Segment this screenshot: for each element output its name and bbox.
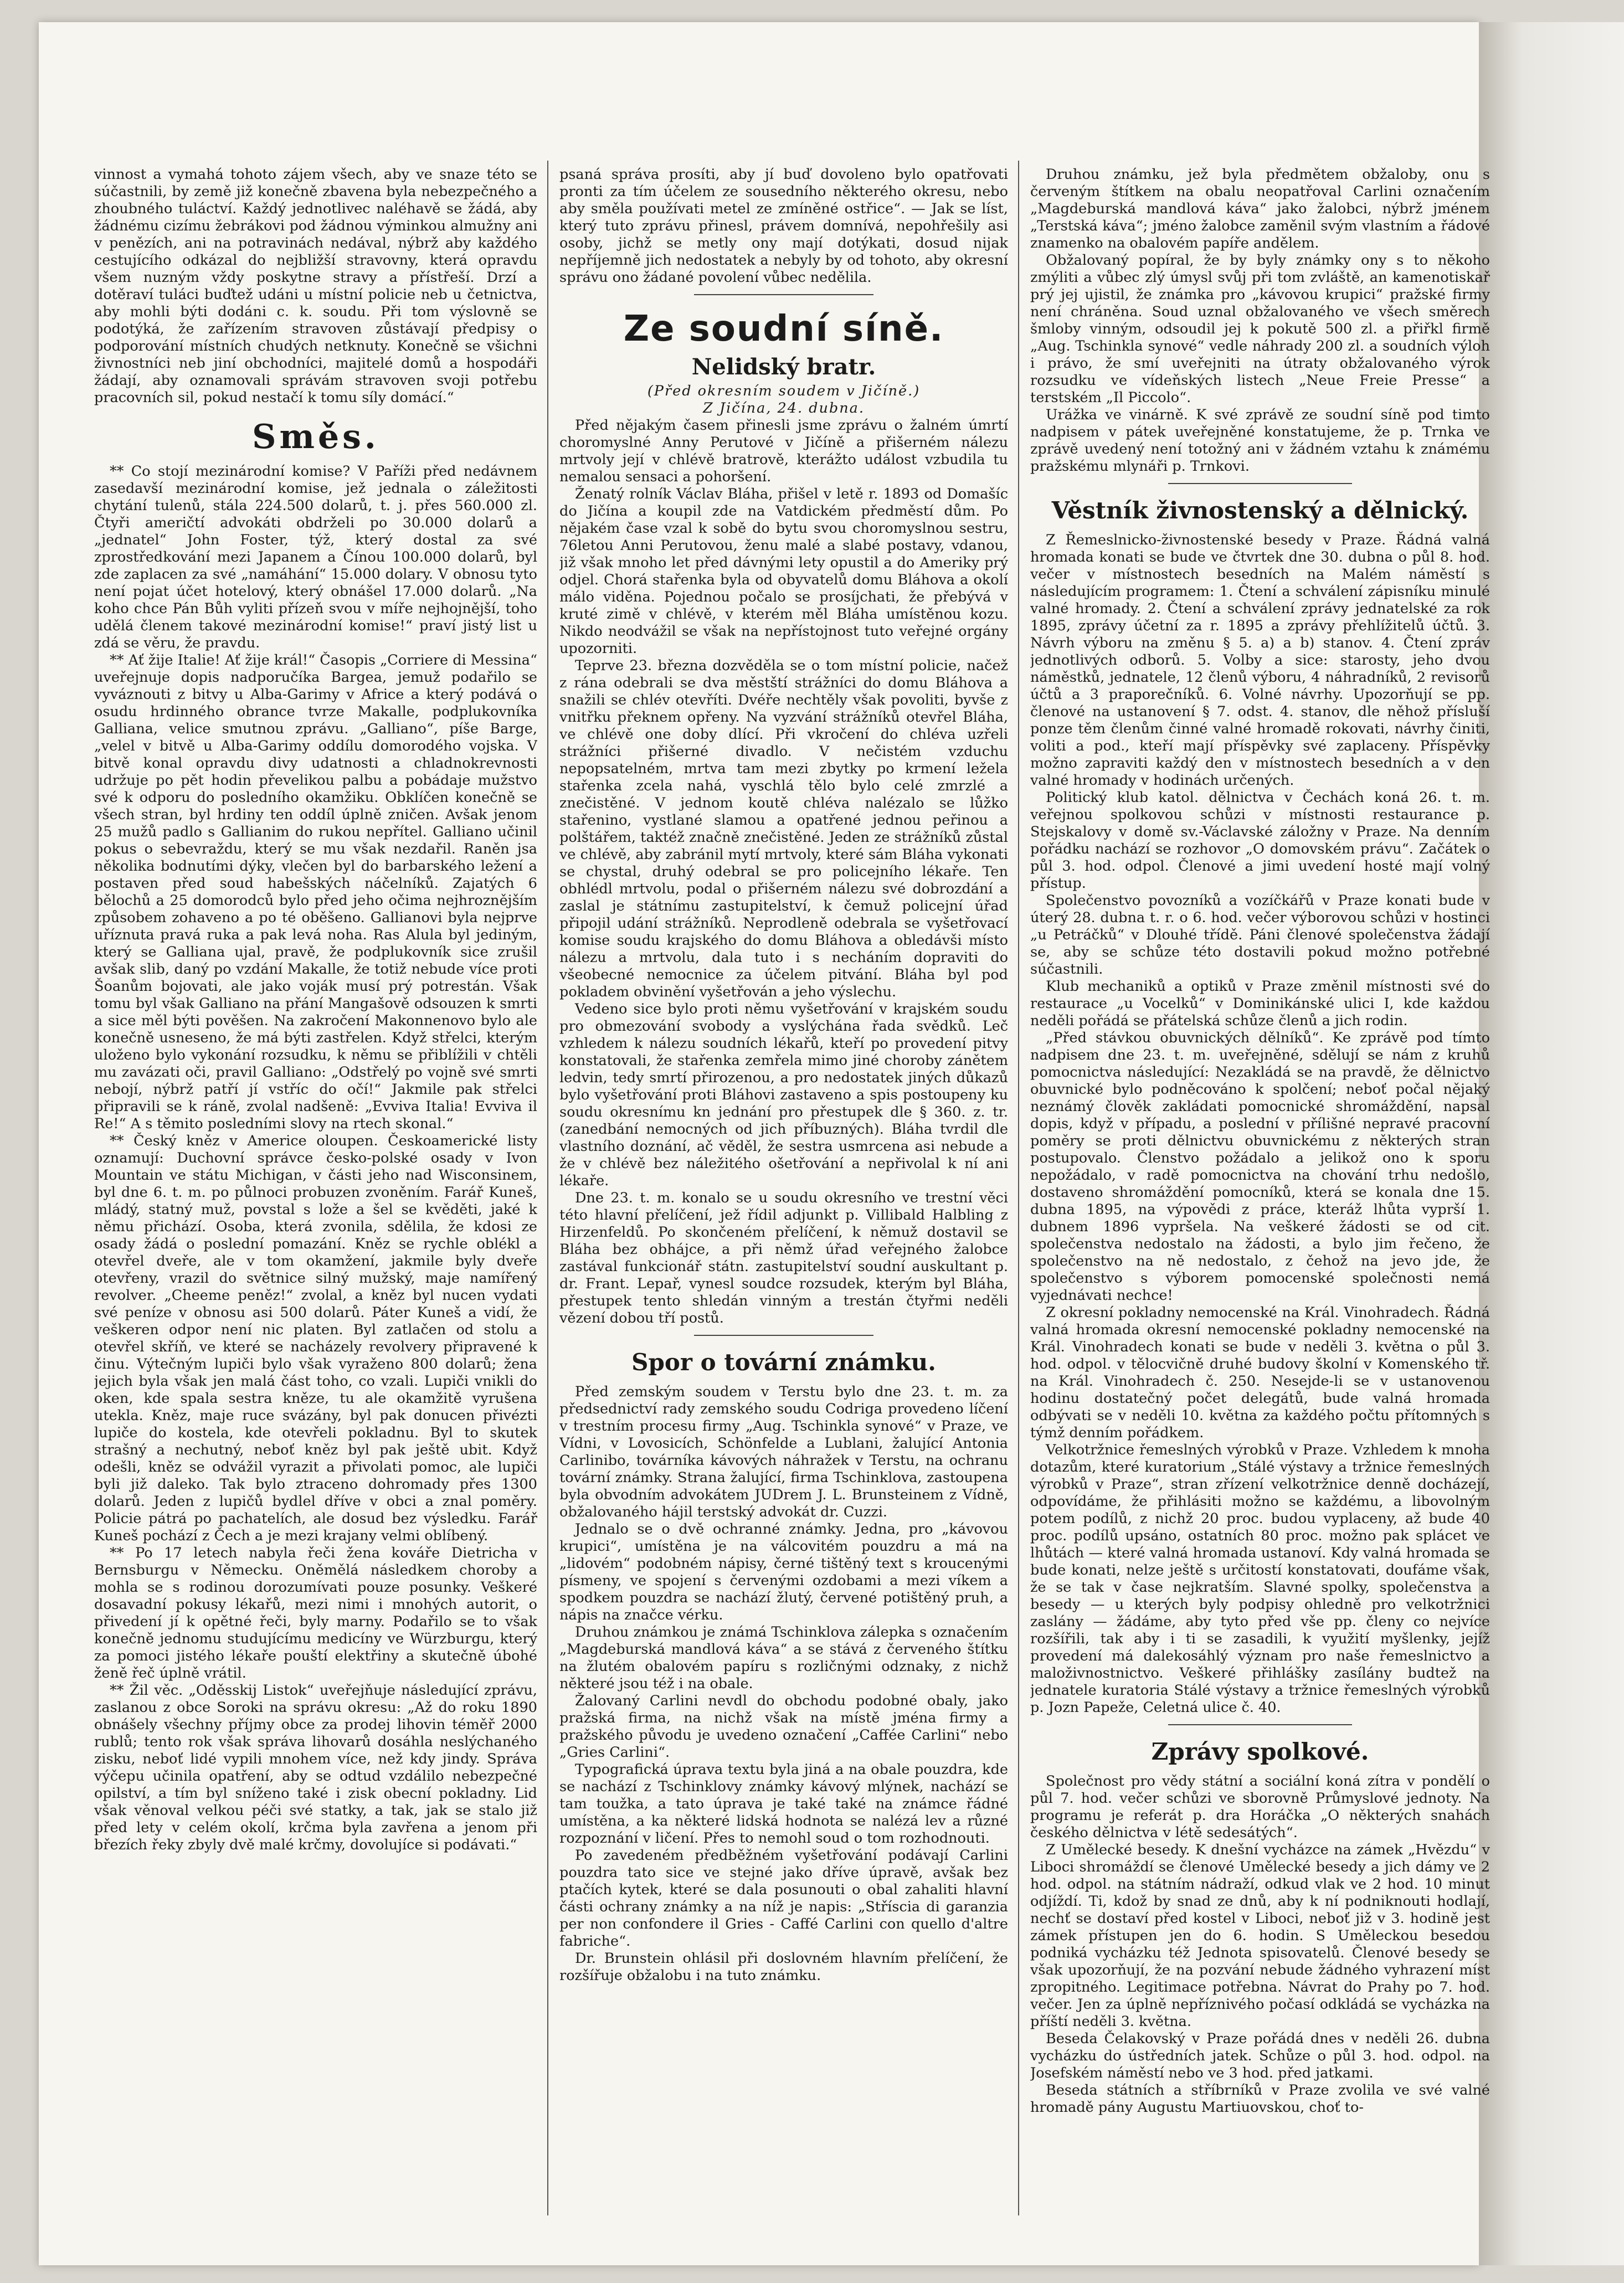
notice-text: Z okresní pokladny nemocenské na Král. Vinohradech. Řádná valná hromada okresní nemocenské pokladny nemocenské na Král. Vinohradech konati se bude v neděli 3. května o půl 3. hod. odpol. v tělocvičně druhé budovy školní v Komenského tř. na Král. Vinohradech č. 250. Nesejde-li se v ustanovenou hodinu dostatečný počet delegátů, bude valná hromada odbývati se v neděli 10. května za každého počtu přítomných s týmž denním pořádkem. — [1030, 1304, 1490, 1441]
column-middle — [559, 166, 1008, 2215]
separator — [1168, 1724, 1352, 1725]
section-heading-soud: Ze soudní síně. — [623, 308, 944, 349]
article-text: Ženatý rolník Václav Bláha, přišel v letě r. 1893 od Domašíc do Jičína a koupil zde na Vatdickém předměstí dům. Po nějakém čase vzal k sobě do bytu svou choromyslnou sestru, 76letou Anni Perutovou, ženu malé a slabé postavy, vdanou, již však mnoho let před dávnými lety opustil a do Ameriky prý odjel. Chorá stařenka byla od obyvatelů domu Bláhova a okolí málo viděna. Pojednou počalo se prosíjchati, že přebývá v kruté zimě v chlévě, v kterém měl Bláha umístěnou kozu. Nikdo neodvážil se však na nepřístojnost tuto veřejné orgány upozorniti. — [559, 486, 1008, 657]
article-text: Druhou známku, jež byla předmětem obžaloby, onu s červeným štítkem na obalu neopatřoval Carlini označením „Magdeburská mandlová káva“ jako žalobci, nýbrž jménem „Terstská káva“; jméno žalobce zaměnil svým vlastním a řádové znamenko na obalovém papíře andělem. — [1030, 166, 1490, 251]
section-heading-zpravy: Zprávy spolkové. — [1151, 1738, 1369, 1765]
article-knez: ** Český kněz v Americe oloupen. Českoamerické listy oznamují: Duchovní správce česko-polské osady v Ivon Mountain ve státu Michigan, v části jeho nad Wisconsinem, byl dne 6. t. m. po půlnoci probuzen zvoněním. Farář Kuneš, mládý, statný muž, povstal s lože a šel se kvěděti, jaké k němu přichází. Osoba, která zvonila, sdělila, že kdosi ze osady žádá o poslední pomazání. Kněz se rychle oblékl a otevřel dveře, ale v tom okamžení, jakmile byly dveře otevřeny, vrazil do světnice silný mužský, maje namířený revolver. „Cheeme peněz!“ zvolal, a kněz byl nucen vydati své peníze v obnosu asi 500 dolarů. Páter Kuneš a vidí, že veškeren odpor není nic platen. Byl zatlačen od stolu a otevřel skříň, ve které se nacházely revolvery připravené k činu. Výtečným lupiči bylo však vyraženo 800 dolarů; žena jejich byla však jen malá část toho, co vzali. Lupiči vnikli do oken, kde spala sestra kněze, tu ale okamžitě vyrušena utekla. Kněz, maje ruce svázány, byl pak donucen přivézti lupiče do kostela, kde otevřeli pokladnu. Byl to skutek strašný a nechutný, neboť kněz byl pak ještě ubit. Když odešli, kněz se odvážil vyrazit a přivolati pomoc, ale lupiči byli již daleko. Tak bylo ztraceno dohromady přes 1300 dolarů. Jeden z lupičů bydlel dříve v obci a znal poměry. Policie pátrá po pachatelích, ale dosud bez výsledku. Farář Kuneš pochází z Čech a je mezi krajany velmi oblíbený. — [94, 1133, 537, 1544]
article-subtitle: (Před okresním soudem v Jičíně.) — [647, 383, 921, 399]
article-text: Před zemským soudem v Terstu bylo dne 23. t. m. za předsednictví rady zemského soudu Codriga provedeno líčení v trestním procesu firmy „Aug. Tschinkla synové“ v Praze, ve Vídni, v Lovosicích, Schönfelde a Lublani, žalující Antonia Carlinibo, továrníka kávových náhražek v Terstu, na ochranu tovární známky. Strana žalující, firma Tschinklova, zastoupena byla obvodním advokátem JUDrem J. L. Brunsteinem z Vídně, obžalovaného hájil terstský advokát dr. Cuzzi. — [559, 1384, 1008, 1520]
article-text: Vedeno sice bylo proti němu vyšetřování v krajském soudu pro obmezování svobody a vyslýchána řada svědků. Leč vzhledem k nálezu soudních lékařů, kteří po provedení pitvy konstatovali, že stařenka zemřela mimo jiné choroby zánětem ledvin, tedy smrtí přirozenou, a pro nedostatek jiných důkazů bylo vyšetřování proti Bláhovi zastaveno a spis postoupeny ku soudu okresnímu kn jednání pro přestupek dle § 360. z. tr. (zanedbání nemocných od jich příbuzných). Bláha tvrdil dle vlastního doznání, ač věděl, že sestra usmrcena asi nebude a že v chlévě bez náležitého ošetřování a nepřivolal k ní ani lékaře. — [559, 1001, 1008, 1189]
notice-text: Společnost pro vědy státní a sociální koná zítra v pondělí o půl 7. hod. večer schůzi ve sborovně Průmyslové jednoty. Na programu je referát p. dra Horáčka „O některých snahách českého dělnictva v létě sedesátých“. — [1030, 1773, 1490, 1841]
section-heading-vestnik: Věstník živnostenský a dělnický. — [1051, 497, 1469, 524]
column-left — [94, 166, 537, 2215]
article-rec: ** Po 17 letech nabyla řeči žena kováře Dietricha v Bernsburgu v Německu. Oněmělá následkem choroby a mohla se s rodinou dorozumívati pouze posunky. Veškeré dosavadní pokusy lékařů, mezi nimi i mnohých autorit, o přivedení jí k opětné řeči, byly marny. Podařilo se to však konečně jednomu studujícímu medicíny ve Würzburgu, který za pomoci jistého lékaře pouští elektřiny a skutečně úbohé ženě řeč úplně vrátil. — [94, 1545, 537, 1682]
notice-text: Z Umělecké besedy. K dnešní vycházce na zámek „Hvězdu“ v Liboci shromáždí se členové Umělecké besedy a jich dámy ve 2 hod. odpol. na státním nádraží, odkud vlak ve 2 hod. 10 minut odjíždí. Ti, kdož by snad ze dnů, aby k ní podniknouti hodlají, nechť se dostaví před kostel v Liboci, neboť již v 3. hodině jest zámek přístupen jen do 6. hodin. S Uměleckou besedou podniká vycházku též Jednota spisovatelů. Členové besedy se však upozorňují, že na pozvání nebude žádného vyhrazení míst zpropitného. Legitimace potřebna. Návrat do Prahy po 7. hod. večer. Jen za úplně nepříznivého počasí odkládá se vycházka na příští neděli 3. května. — [1030, 1842, 1490, 2030]
notice-text: Beseda státních a stříbrníků v Praze zvolila ve své valné hromadě pány Augustu Martiuovskou, choť to- — [1030, 2082, 1490, 2116]
notice-text: Z Řemeslnicko-živnostenské besedy v Praze. Řádná valná hromada konati se bude ve čtvrtek dne 30. dubna o půl 8. hod. večer v místnostech besedních na Malém náměstí s následujícím programem: 1. Čtení a schválení zápisníku minulé valné hromady. 2. Čtení a schválení zprávy jednatelské za rok 1895, zprávy účetní za r. 1895 a zprávy přehlížitelů účtů. 3. Návrh výboru na změnu § 5. a) a b) stanov. 4. Čtení zpráv jednotlivých odborů. 5. Volby a sice: starosty, jeho dvou náměstků, jednatele, 12 členů výboru, 4 náhradníků, 2 revisorů účtů a 3 praporečníků. 6. Volné návrhy. Upozorňují se pp. členové na ustanovení § 7. odst. 4. stanov, dle něhož přísluší ponze těm členům činné valné hromadě rokovati, návrhy činiti, voliti a pod., kteří mají příspěvky své zaplaceny. Příspěvky možno zapraviti každý den v místnostech besedních a v den valné hromady v hodinách určených. — [1030, 532, 1490, 789]
column-right — [1030, 166, 1490, 2215]
article-text: psaná správa prosíti, aby jí buď dovoleno bylo opatřovati pronti za tím účelem ze sousedního některého okresu, nebo aby směla používati metel ze zmíněné ostřice“. — Jak se líst, který tuto zprávu přinesl, právem domnívá, nepohřešily asi osoby, jichž se metly ony mají dotýkati, dosud nijak nepříjemně jich nedostatek a nebyly by od tohoto, aby okresní správu ono žádané povolení vůbec nedělila. — [559, 166, 1008, 286]
article-title-spor: Spor o tovární známku. — [631, 1349, 936, 1376]
article-text: Dne 23. t. m. konalo se u soudu okresního ve trestní věci této hlavní přelíčení, jež řídil adjunkt p. Villibald Halbling z Hirzenfeldů. Po skončeném přelíčení, k němuž dostavil se Bláha bez obhájce, a při němž úřad veřejného žalobce zastával funkcionář státn. zastupitelství soudní auskultant p. dr. Frant. Lepař, vynesl soudce rozsudek, kterým byl Bláha, přestupek tento shledán vinným a trestán čtyřmi neděli vězení dobou tří postů. — [559, 1190, 1008, 1326]
article-italie: ** Ať žije Italie! Ať žije král!“ Časopis „Corriere di Messina“ uveřejnuje dopis nadporučíka Bargea, jemuž podařilo se vyváznouti z bitvy u Alba-Garimy v Africe a který podává o osudu hrdinného obrance tvrze Makalle, podplukovníka Galliana, velice smutnou zprávu. „Galliano“, píše Barge, „velel v bitvě u Alba-Garimy oddílu domorodého vojska. V bitvě konal opravdu divy udatnosti a chladnokrevnosti udržuje po pět hodin převelikou palbu a pobádaje mužstvo své k odporu do posledního okamžiku. Obklíčen konečně se všech stran, byl hrdiny ten oddíl úplně zničen. Avšak jenom 25 mužů padlo s Gallianim do rukou nepřítel. Galliano učinil pokus o sebevraždu, který se mu však nezdařil. Raněn jsa několika bodnutími dýky, vlečen byl do barbarského ležení a postaven před soud habešských náčelníků. Zajatých 6 bělochů a 25 domorodců bylo před jeho očima nejhroznějším způsobem zohaveno a po té oběšeno. Gallianovi byla nejprve uříznuta pravá ruka a pak levá noha. Ras Alula byl jediným, který se Galliana ujal, pravě, že podplukovník sice zrušil avšak slib, daný po vzdání Makalle, že totiž nebude více proti Šoanům bojovati, ale jako voják musí prý potrestán. Však tomu byl však Galliano na přání Mangašově odsouzen k smrti a sice měl býti pověšen. Na zakročení Makonnenovo bylo ale konečně usneseno, že má býti zastřelen. Když střelci, kterým uloženo bylo vykonání rozsudku, k němu se přiblížili v chtěli mu zavázati oči, pravil Galliano: „Odstřelý po vojně své smrti nebojí, nýbrž patří jí vstříc do očí!“ Jakmile pak střelci připravili se k ráně, zvolal nadšeně: „Evviva Italia! Evviva il Re!“ A s těmito posledními slovy na rtech skonal.“ — [94, 652, 537, 1132]
notice-text: Politický klub katol. dělnictva v Čechách koná 26. t. m. veřejnou spolkovou schůzi v místnosti restaurance p. Stejskalovy v domě sv.-Václavské záložny v Praze. Na denním pořádku nachází se rozhovor „O domovském právu“. Začátek o půl 3. hod. odpol. Členové a jimi uvedení hosté mají volný přístup. — [1030, 789, 1490, 892]
article-listok: ** Žil věc. „Oděsskij Listok“ uveřejňuje následující zprávu, zaslanou z obce Soroki na správu okresu: „Až do roku 1890 obnášely všechny příjmy obce za prodej lihovin téměř 2000 rublů; tento rok však správa lihovarů dosáhla neslýchaného zisku, neboť lidé vypili mnohem více, než kdy jindy. Správa výčepu učinila opatření, aby se odtud vzdálilo nebezpečné opilství, a tím byl sníženo také i zisk obecní pokladny. Lid však věnoval velkou péči své statky, a tak, jak se stalo již před lety v celém okolí, krčma byla zavřena a jenom při březích řeky zbyly dvě malé krčmy, dovolujíce si podávati.“ — [94, 1682, 537, 1853]
separator — [1168, 483, 1352, 484]
separator — [694, 1335, 873, 1336]
section-heading-smes: Směs. — [252, 418, 379, 456]
article-title-nelidsky: Nelidský bratr. — [691, 354, 876, 380]
article-text: Typografická úprava textu byla jiná a na obale pouzdra, kde se nachází z Tschinklovy známky kávový mlýnek, nachází se tam toužka, a tato úprava je také také na známce řádné umístěna, a ka některé lidská hodnota se nalézá lev a různé rozpoznání v ličení. Přes to nemohl soud o tom rozhodnouti. — [559, 1761, 1008, 1847]
article-text: Žalovaný Carlini nevdl do obchodu podobné obaly, jako pražská firma, na nichž však na místě jména firmy a pražského původu je uvedeno označení „Caffée Carlini“ nebo „Gries Carlini“. — [559, 1693, 1008, 1761]
notice-text: Velkotržnice řemeslných výrobků v Praze. Vzhledem k mnoha dotazům, které kuratorium „Stálé výstavy a tržnice řemeslných výrobků v Praze“, stran zřízení velkotržnice denně docházejí, odpovídáme, že přihlásiti možno se každému, a libovolným potem podílů, z nichž 20 proc. budou vyplaceny, až bude 40 proc. podílů upsáno, ostatních 80 proc. možno pak splácet ve lhůtách — které valná hromada ustanoví. Kdy valná hromada se bude konati, nelze ještě s určitostí konstatovati, doufáme však, že se tak v čase nejkratším. Slavné spolky, společenstva a besedy — u kterých byly podpisy ohledně pro velkotržnici zaslány — žádáme, aby tyto před vše pp. členy co nejvíce rozšířili, tak aby i ti se zasadili, k využití myšlenky, jejíž provedení má dalekosáhlý význam pro naše řemeslnictvo a maloživnostnictvo. Veškeré přihlášky zasílány budtež na jednatele kuratoria Stálé výstavy a tržnice řemeslných výrobků p. Jozn Papeže, Celetná ulice č. 40. — [1030, 1442, 1490, 1716]
notice-text: „Před stávkou obuvnických dělníků“. Ke zprávě pod tímto nadpisem dne 23. t. m. uveřejněné, sdělují se nám z kruhů pomocnictva následující: Nezakládá se na pravdě, že dělnictvo obuvnické bylo podněcováno k spolčení; neboť počal nějaký neznámý člověk zakládati pomocnické shromáždění, napsal dopis, když v případu, a poslední v přílišné nepravé pracovní poměry se proti dělnictvu obuvnickému z některých stran postupovalo. Členstvo požádalo a jelikož ono k sporu nepožádalo, v radě pomocnictva na chování trhu nedošlo, dostaveno shromáždění pomocníků, která se konala dne 15. dubna 1895, na výpovědi z práce, kteráž lhůta vyprší 1. dubnem 1896 vypršela. Na veškeré žádosti se od cit. společenstva nedostalo na žádosti, a bylo jim řečeno, že společenstvo na ně nedostalo, z čehož na jevo jde, že společenstvo s výborem pomocenské společnosti nemá vyjednávati nechce! — [1030, 1030, 1490, 1304]
separator — [694, 294, 873, 295]
page-edge — [1479, 22, 1624, 2265]
article-text: Dr. Brunstein ohlásil při doslovném hlavním přelíčení, že rozšířuje obžalobu i na tuto známku. — [559, 1950, 1008, 1984]
article-urazka: Urážka ve vinárně. K své zprávě ze soudní síně pod timto nadpisem v pátek uveřejněné konstatujeme, že p. Trnka ve zprávě uvedený není totožný ani v žádném vztahu k známému pražskému mlynáři p. Trnkovi. — [1030, 407, 1490, 475]
column-rule — [1018, 161, 1019, 2215]
notice-text: Beseda Čelakovský v Praze pořádá dnes v neděli 26. dubna vycházku do ústředních jatek. Schůze o půl 3. hod. odpol. na Josefském náměstí nebo ve 3 hod. před jatkami. — [1030, 2030, 1490, 2081]
notice-text: Klub mechaniků a optiků v Praze změnil místnosti své do restaurace „u Vocelků“ v Dominikánské ulici I, kde každou neděli pořádá se přátelská schůze členů a jich rodin. — [1030, 978, 1490, 1029]
article-text: Po zavedeném předběžném vyšetřování podávají Carlini pouzdra tato sice ve stejné jako dříve úpravě, avšak bez ptačích kytek, které se dala posunouti o obal zahaliti hlavní části ochrany známky a na níž je napis: „Stříscia di garanzia per non confondere il Gries - Caffé Carlini con quello d'altre fabriche“. — [559, 1847, 1008, 1950]
article-text: Teprve 23. března dozvěděla se o tom místní policie, načež z rána odebrali se dva městští strážníci do domu Bláhova a snažili se chlév otevříti. Dvéře nechtěly však povoliti, byvše z vnitřku překnem opřeny. Na vyzvání strážníků otevřel Bláha, ve chlévě one doby dlící. Při vkročení do chléva uzřeli strážníci přišerné divadlo. V nečistém vzduchu nepopsatelném, mrtva tam mezi zbytky po krmení ležela stařenka zcela nahá, vyschlá tělo bylo celé zmrzlé a znečistěné. V jednom koutě chléva nalézalo se lůžko stařenino, vystlané slamou a opatřené jednou peřinou a polštářem, taktéž značně znečistěné. Jeden ze strážníků zůstal ve chlévě, aby zabránil mytí mrtvoly, které sám Bláha vykonati se chystal, druhý odebral se pro policejního lékaře. Ten obhlédl mrtvolu, podal o přišerném nálezu své dobrozdání a zaslal je státnímu zastupitelství, k čemuž policejní úřad připojil udání strážníků. Neprodleně odebrala se vyšetřovací komise soudu krajského do domu Bláhova a obledávši místo nálezu a mrtvolu, dala tuto i s necháním dopraviti do všeobecné nemocnice za účelem pitvání. Bláha byl pod pokladem obvinění vyšetřován a jeho výslechu. — [559, 657, 1008, 1000]
column-rule — [547, 161, 548, 2215]
notice-text: Společenstvo povozníků a vozíčkářů v Praze konati bude v úterý 28. dubna t. r. o 6. hod. večer výborovou schůzi v hostinci „u Petráčků“ v Dlouhé třídě. Páni členové společenstva žádají se, aby se schůze této dostavili pokud možno potřebné súčastnili. — [1030, 892, 1490, 978]
article-text: Jednalo se o dvě ochranné známky. Jedna, pro „kávovou krupici“, umístěna je na válcovitém pouzdru a má na „lidovém“ podobném nápisy, černé tištěný text s kroucenými písmeny, ve spojení s červenými ozdobami a mezi víkem a spodkem pouzdra se nachází žlutý, červené potištěný pruh, a nápis na značce vérku. — [559, 1521, 1008, 1623]
article-text: vinnost a vymahá tohoto zájem všech, aby ve snaze této se súčastnili, by země již konečně zbavena byla nebezpečného a zhoubného tuláctví. Každý jednotlivec naléhavě se žádá, aby žádnému cizímu žebrákovi pod žádnou výminkou almužny ani v penězích, ani na potravinách nedával, nýbrž aby každého cestujícího odkázal do nejbližší stravovny, která opravdu všem nuzným vždy poskytne stravy a přístřeší. Drzí a dotěraví tuláci buďtež udáni u místní policie neb u četnictva, aby mohli býti dodáni c. k. soudu. Při tom výslovně se podotýká, že zařízením stravoven zůstávají předpisy o podporování místních chudých netknuty. Konečně se všichni živnostníci neb jiní obchodníci, majitelé domů a hospodáři žádají, aby oznamovali správám stravoven svoji potřebu pracovních sil, pokud nestačí k tomu síly domácí.“ — [94, 166, 537, 406]
dateline: Z Jičína, 24. dubna. — [703, 400, 865, 417]
article-text: Před nějakým časem přinesli jsme zprávu o žalném úmrtí choromyslné Anny Perutové v Jičíně a přišerném nálezu mrtvoly její v chlévě bratrově, kterážto událost vzbudila tu nemalou sensaci a pohoršení. — [559, 417, 1008, 485]
article-text: Obžalovaný popíral, že by byly známky ony s to někoho zmýliti a vůbec zlý úmysl svůj při tom zvláště, an kamenotiskař prý jej ujistil, že známka pro „kávovou krupici“ pražské firmy není chráněna. Soud uznal obžalovaného ve všech směrech šmloby vinným, odsoudil jej k pokutě 500 zl. a přiřkl firmě „Aug. Tschinkla synové“ vedle náhrady 200 zl. a soudních výloh i právo, že smí uveřejniti na útraty obžalovaného výrok rozsudku ve vídeňských listech „Neue Freie Presse“ a terstském „Il Piccolo“. — [1030, 252, 1490, 406]
article-text: Druhou známkou je známá Tschinklova zálepka s označením „Magdeburská mandlová káva“ a se stává z červeného štítku na žlutém obalovém papíru s rozličnými odznaky, z nichž některé jsou též i na obale. — [559, 1624, 1008, 1692]
article-komise: ** Co stojí mezinárodní komise? V Paříži před nedávnem zasedavší mezinárodní komise, jež jednala o záležitosti chytání tulenů, stála 224.500 dolarů, t. j. přes 560.000 zl. Čtyři američtí advokáti obdrželi po 30.000 dolarů a „jednatel“ John Foster, týž, který dostal za své zprostředkování mezi Japanem a Čínou 100.000 dolarů, byl zde zaplacen za své „namáhání“ 15.000 dolary. V obnosu tyto není pojat účet hotelový, který obnášel 17.000 dolarů. „Na koho chce Pán Bůh vyliti přízeň svou v míře nejhojnější, toho udělá členem takové mezinárodní komise!“ praví jistý list u zdá se věru, že pravdu. — [94, 463, 537, 651]
